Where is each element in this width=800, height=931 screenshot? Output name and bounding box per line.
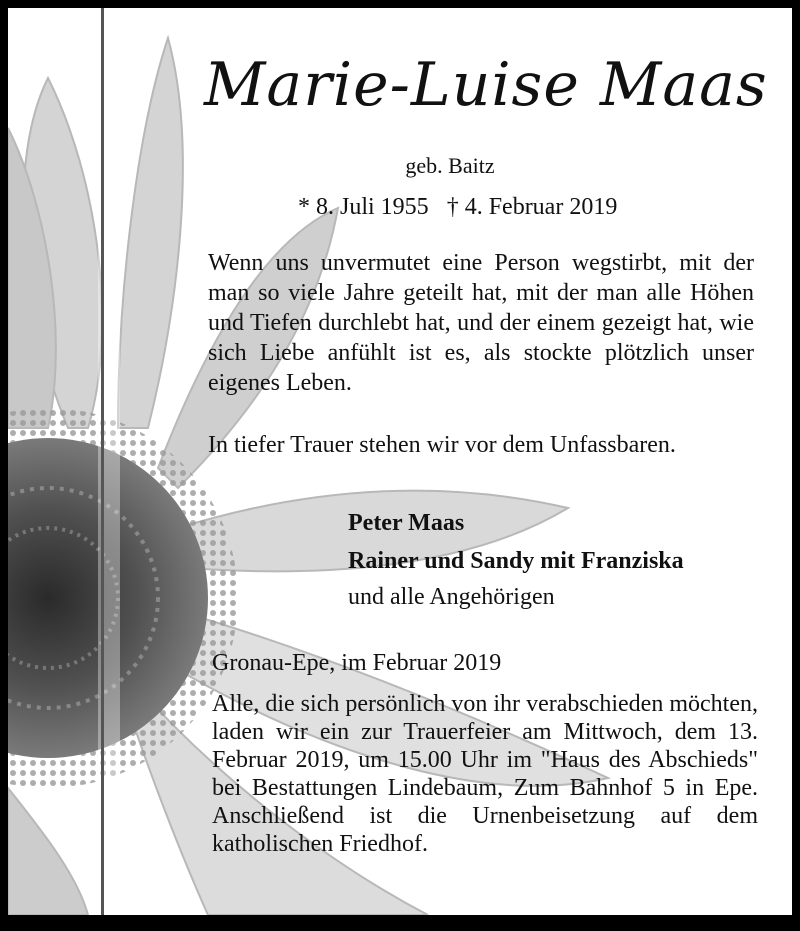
mourner-3: und alle Angehörigen [348,584,555,610]
obituary-text [8,8,792,915]
birth-date: * 8. Juli 1955 [298,194,429,220]
mourning-line: In tiefer Trauer stehen wir vor dem Unfassbaren. [208,432,676,458]
obituary-card [8,8,792,915]
life-dates [298,194,617,221]
place-date: Gronau-Epe, im Februar 2019 [212,650,502,676]
funeral-notice: Alle, die sich persönlich von ihr verabschieden möchten, laden wir ein zur Trauerfeier am Mittwoch, dem 13. Februar 2019, um 15.00 Uhr im "Haus des Abschieds" bei Bestattungen Lindebaum, Zum Bahnhof 5 in Epe. Anschließend ist die Urnenbeisetzung auf dem katholischen Friedhof. [212,691,758,857]
mourner-1: Peter Maas [348,510,465,536]
mourner-2: Rainer und Sandy mit Franziska [348,548,684,574]
death-date: † 4. Februar 2019 [446,194,618,220]
birth-name-text: geb. Baitz [405,153,495,178]
poem-paragraph: Wenn uns unvermutet eine Person wegstirbt, mit der man so viele Jahre geteilt hat, mit der man alle Höhen und Tiefen durchlebt hat, und der einem gezeigt hat, wie sich Liebe anfühlt ist es, als stockte plötzlich unser eigenes Leben. [208,250,754,396]
deceased-name: Marie-Luise Maas [204,50,768,120]
birth-name [8,153,792,179]
